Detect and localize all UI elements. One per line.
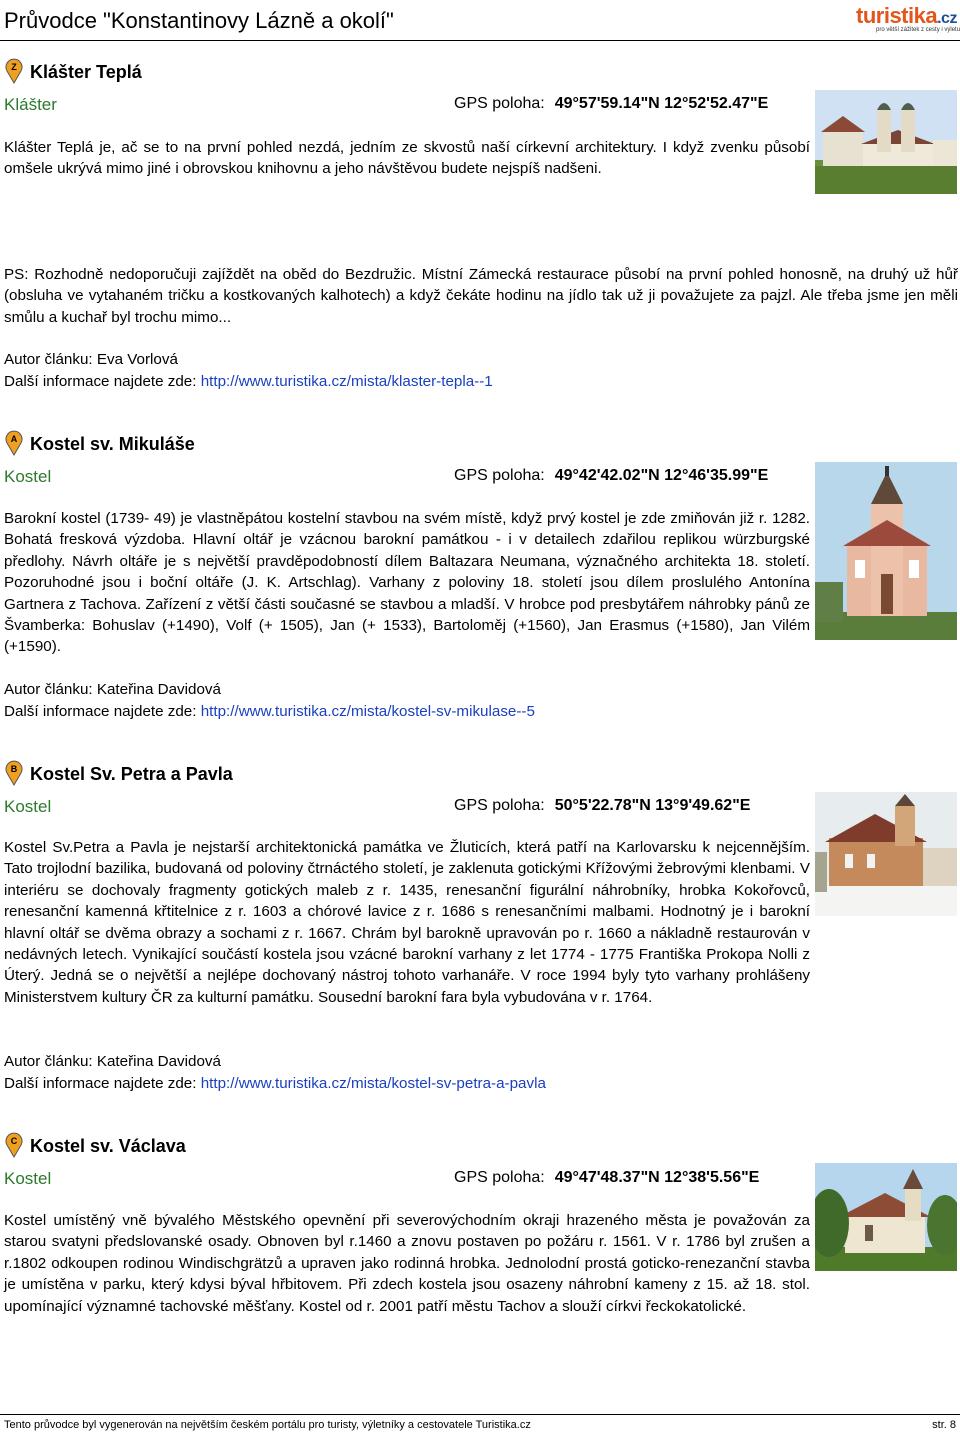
more-info-link[interactable]: http://www.turistika.cz/mista/kostel-sv-petra-a-pavla (200, 1075, 546, 1092)
pin-letter: C (10, 1136, 18, 1146)
place-description: Klášter Teplá je, ač se to na první pohled nezdá, jedním ze skvostů naší církevní architektury. I když zvenku působí omšele ukrývá mimo jiné i obrovskou knihovnu a jeho návštěvou budete nejspíš nadšeni. (4, 139, 810, 178)
more-info (4, 371, 493, 392)
logo-tagline: pro větší zážitek z cesty i výletu (876, 27, 960, 33)
place-description: PS: Rozhodně nedoporučuji zajíždět na oběd do Bezdružic. Místní Zámecká restaurace působí na první pohled honosně, na druhý už hůř (obsluha ve vytahaném tričku a kostkovaných kalhotech) a když čekáte hodinu na jídlo tak už ji považujete za pajzl. Ale třeba jsme jen měli smůlu a kuchař byl trochu mimo... (4, 266, 958, 326)
gps-position (454, 797, 750, 815)
gps-position (454, 95, 768, 113)
map-pin-icon (4, 430, 24, 456)
gps-value: 49°57'59.14"N 12°52'52.47"E (554, 95, 769, 112)
map-pin-icon (4, 58, 24, 84)
place-category: Kostel (4, 467, 52, 486)
gps-label: GPS poloha: (454, 95, 545, 112)
gps-value: 50°5'22.78"N 13°9'49.62"E (554, 797, 751, 814)
article-author: Autor článku: Eva Vorlová (4, 351, 178, 368)
pin-letter: Z (11, 62, 17, 72)
place-description: Kostel Sv.Petra a Pavla je nejstarší architektonická památka ve Žluticích, která patří na Karlovarsku k nejcennějším. Tato trojlodní bazilika, budovaná od poloviny čtrnáctého století, je zaklenuta gotickými Křížovými žebrovými klenbami. V interiéru se dochovaly fragmenty gotických maleb z r. 1435, renesanční figurální náhrobníky, hrobka Kokořovců, renesanční kamenná křtitelnice z r. 1603 a chórové lavice z r. 1686 s renesančními malbami. Hodnotný je i barokní hlavní oltář se dvěma obrazy a sochami z r. 1667. Chrám byl barokně upravován po r. 1660 a nákladně restaurován v nedávných letech. Vynikající součástí kostela jsou vzácné barokní varhany z let 1774 - 1775 Františka Prokopa Nolli z Úterý. Jedná se o největší a nejlépe dochovaný nástroj tohoto varhanáře. V roce 1994 byly tyto varhany prohlášeny Ministerstvem kultury ČR za kulturní památku. Sousední barokní fara byla vybudována v r. 1764. (4, 839, 810, 1006)
gps-label: GPS poloha: (454, 797, 545, 814)
gps-position (454, 467, 768, 485)
place-title: Kostel sv. Mikuláše (30, 434, 195, 454)
place-category: Klášter (4, 95, 57, 114)
map-pin-icon (4, 1132, 24, 1158)
gps-value: 49°42'42.02"N 12°46'35.99"E (554, 467, 769, 484)
more-info-label: Další informace najdete zde: (4, 1075, 197, 1092)
more-info-link[interactable]: http://www.turistika.cz/mista/klaster-tepla--1 (200, 373, 493, 390)
more-info-link[interactable]: http://www.turistika.cz/mista/kostel-sv-mikulase--5 (200, 703, 535, 720)
gps-label: GPS poloha: (454, 1169, 545, 1186)
place-photo-monastery (815, 90, 957, 194)
more-info (4, 1073, 546, 1094)
guide-title: Průvodce "Konstantinovy Lázně a okolí" (4, 8, 394, 33)
more-info-label: Další informace najdete zde: (4, 373, 197, 390)
place-description: Barokní kostel (1739- 49) je vlastněpátou kostelní stavbou na svém místě, když prvý kostel je zde zmiňován již r. 1282. Bohatá fresková výzdoba. Hlavní oltář je vzácnou barokní památkou - i v detailech zdařilou replikou würzburgské předlohy. Návrh oltáře je s největší pravděpodobností dílem Baltazara Neumana, význačného architekta 18. století. Pozoruhodné jsou i boční oltáře (J. K. Artschlag). Varhany z poloviny 18. století jsou dílem proslulého Antonína Gartnera z Tachova. Zařízení z větší části současné se stavbou a mladší. V hrobce pod presbytářem náhrobky pánů ze Švamberka: Bohuslav (+1490), Volf (+ 1505), Jan (+ 1533), Bartoloměj (+1560), Jan Erasmus (+1580), Jan Vilém (+1590). (4, 510, 810, 656)
place-title: Kostel sv. Václava (30, 1136, 186, 1156)
place-description: Kostel umístěný vně bývalého Městského opevnění při severovýchodním okraji hrazeného města je považován za starou svatyni předslovanské osady. Obnoven byl r.1460 a znovu postaven po požáru r. 1561. V r. 1786 byl zrušen a r.1802 odkoupen rodinou Windischgrätzů a upraven jako rodinná hrobka. Jednolodní prostá goticko-renezanční stavba je umístěna v parku, který kdysi býval hřbitovem. Při zdech kostela jsou osazeny náhrobní kameny z 15. až 18. stol. upomínající významné tachovské měšťany. Kostel od r. 2001 patří městu Tachov a slouží církvi řeckokatolické. (4, 1212, 810, 1315)
page-number: str. 8 (932, 1419, 956, 1431)
place-title: Klášter Teplá (30, 62, 142, 82)
gps-value: 49°47'48.37"N 12°38'5.56"E (554, 1169, 760, 1186)
map-pin-icon (4, 760, 24, 786)
place-photo-chapel (815, 1163, 957, 1271)
article-author: Autor článku: Kateřina Davidová (4, 681, 221, 698)
place-photo-basilica (815, 792, 957, 916)
place-category: Kostel (4, 797, 52, 816)
logo-main: turistika (856, 3, 938, 28)
pin-letter: B (10, 764, 18, 774)
footer-text: Tento průvodce byl vygenerován na největším českém portálu pro turisty, výletníky a cestovatele Turistika.cz (4, 1419, 531, 1431)
page-header (0, 0, 960, 41)
more-info (4, 701, 535, 722)
place-category: Kostel (4, 1169, 52, 1188)
page-footer (0, 1414, 960, 1437)
place-title: Kostel Sv. Petra a Pavla (30, 764, 233, 784)
turistika-logo[interactable] (856, 3, 960, 37)
gps-label: GPS poloha: (454, 467, 545, 484)
article-author: Autor článku: Kateřina Davidová (4, 1053, 221, 1070)
logo-suffix: .cz (937, 10, 957, 27)
place-photo-church (815, 462, 957, 640)
gps-position (454, 1169, 759, 1187)
more-info-label: Další informace najdete zde: (4, 703, 197, 720)
pin-letter: A (10, 434, 18, 444)
